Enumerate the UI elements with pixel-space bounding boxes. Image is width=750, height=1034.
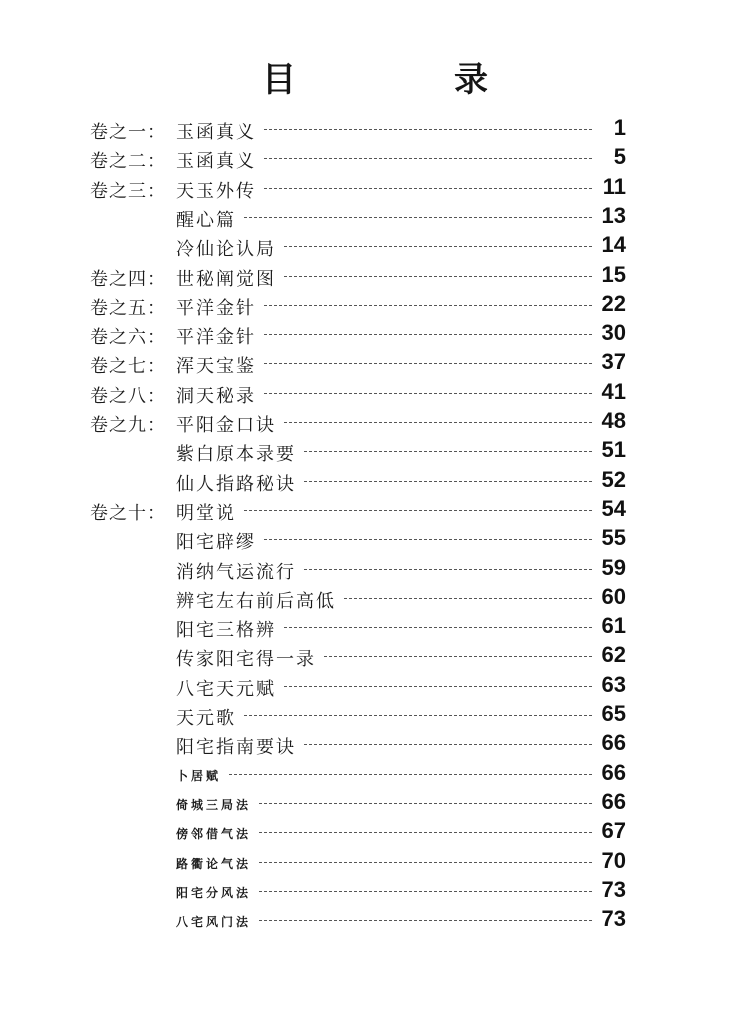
toc-leader-dots <box>259 862 592 863</box>
toc-page-number: 59 <box>601 555 626 580</box>
toc-volume-label: 卷之十： <box>90 503 166 524</box>
toc-entry-title: 醒心篇 <box>176 210 236 231</box>
toc-entry-title: 世秘阐觉图 <box>176 269 276 290</box>
toc-leader-dots <box>284 276 592 277</box>
toc-entry <box>0 878 750 907</box>
toc-page-number: 66 <box>601 730 626 755</box>
toc-entry-title: 仙人指路秘诀 <box>176 474 296 495</box>
toc-page-number: 51 <box>601 437 626 462</box>
toc-leader-dots <box>244 217 592 218</box>
toc-leader-dots <box>264 393 592 394</box>
toc-page-number: 13 <box>601 203 626 228</box>
toc-entry <box>0 556 750 585</box>
toc-entry <box>0 585 750 614</box>
toc-entry-title: 卜居赋 <box>176 769 222 783</box>
toc-leader-dots <box>264 539 592 540</box>
toc-leader-dots <box>264 188 592 189</box>
toc-entry <box>0 292 750 321</box>
toc-entry-title: 明堂说 <box>176 503 236 524</box>
toc-entry <box>0 526 750 555</box>
toc-entry <box>0 204 750 233</box>
toc-leader-dots <box>264 158 592 159</box>
toc-volume-label: 卷之九： <box>90 415 166 436</box>
toc-page-number: 30 <box>601 320 626 345</box>
toc-entry-title: 平洋金针 <box>176 298 256 319</box>
toc-entry-title: 倚城三局法 <box>176 798 252 812</box>
toc-leader-dots <box>259 891 592 892</box>
toc-entry-title: 天玉外传 <box>176 181 256 202</box>
toc-page-number: 22 <box>601 291 626 316</box>
toc-entry <box>0 175 750 204</box>
toc-page-number: 55 <box>601 525 626 550</box>
toc-entry-title: 傍邻借气法 <box>176 827 252 841</box>
toc-entry <box>0 497 750 526</box>
toc-leader-dots <box>304 569 592 570</box>
toc-page-number: 67 <box>601 818 626 843</box>
toc-volume-label: 卷之四： <box>90 269 166 290</box>
toc-entry <box>0 233 750 262</box>
toc-page-number: 62 <box>601 642 626 667</box>
toc-leader-dots <box>264 334 592 335</box>
toc-page-number: 54 <box>601 496 626 521</box>
toc-leader-dots <box>264 363 592 364</box>
toc-entry-title: 阳宅三格辨 <box>176 620 276 641</box>
toc-page-number: 5 <box>613 144 626 169</box>
toc-entry-title: 阳宅辟缪 <box>176 532 256 553</box>
toc-entry <box>0 819 750 848</box>
toc-page-number: 37 <box>601 349 626 374</box>
toc-entry-title: 浑天宝鉴 <box>176 356 256 377</box>
toc-entry-title: 辨宅左右前后高低 <box>176 591 336 612</box>
toc-entry <box>0 673 750 702</box>
toc-entry <box>0 438 750 467</box>
toc-volume-label: 卷之一： <box>90 122 166 143</box>
toc-leader-dots <box>284 246 592 247</box>
toc-leader-dots <box>259 920 592 921</box>
toc-leader-dots <box>259 803 592 804</box>
toc-entry <box>0 702 750 731</box>
toc-entry-title: 平洋金针 <box>176 327 256 348</box>
toc-leader-dots <box>244 715 592 716</box>
toc-leader-dots <box>304 481 592 482</box>
toc-leader-dots <box>284 686 592 687</box>
toc-leader-dots <box>244 510 592 511</box>
toc-page-number: 73 <box>601 877 626 902</box>
toc-leader-dots <box>284 422 592 423</box>
toc-page-number: 66 <box>601 760 626 785</box>
toc-page-number: 73 <box>601 906 626 931</box>
toc-leader-dots <box>304 744 592 745</box>
toc-entry <box>0 643 750 672</box>
toc-volume-label: 卷之二： <box>90 151 166 172</box>
toc-entry <box>0 409 750 438</box>
toc-page-number: 63 <box>601 672 626 697</box>
toc-leader-dots <box>324 656 592 657</box>
toc-page-number: 11 <box>602 174 626 199</box>
toc-page-number: 61 <box>601 613 626 638</box>
toc-page-number: 14 <box>601 232 626 257</box>
toc-leader-dots <box>264 129 592 130</box>
toc-entry-title: 消纳气运流行 <box>176 562 296 583</box>
toc-entry <box>0 614 750 643</box>
toc-entry-title: 路衢论气法 <box>176 857 252 871</box>
toc-entry <box>0 790 750 819</box>
toc-entry <box>0 731 750 760</box>
toc-entry-title: 八宅天元赋 <box>176 679 276 700</box>
toc-volume-label: 卷之八： <box>90 386 166 407</box>
toc-page-number: 15 <box>601 262 626 287</box>
toc-leader-dots <box>344 598 592 599</box>
toc-entry <box>0 321 750 350</box>
toc-entry-title: 阳宅指南要诀 <box>176 737 296 758</box>
toc-entry <box>0 145 750 174</box>
toc-entry <box>0 849 750 878</box>
toc-entry <box>0 116 750 145</box>
toc-page-number: 65 <box>601 701 626 726</box>
page-title: 目 录 <box>262 60 550 100</box>
toc-leader-dots <box>284 627 592 628</box>
toc-entry-title: 天元歌 <box>176 708 236 729</box>
toc-entry-title: 平阳金口诀 <box>176 415 276 436</box>
toc-entry-title: 玉函真义 <box>176 151 256 172</box>
toc-leader-dots <box>259 832 592 833</box>
toc-entry-title: 传家阳宅得一录 <box>176 649 316 670</box>
toc-entry-title: 八宅风门法 <box>176 915 252 929</box>
toc-entry <box>0 263 750 292</box>
toc-page-number: 52 <box>601 467 626 492</box>
toc-entry <box>0 350 750 379</box>
toc-leader-dots <box>304 451 592 452</box>
toc-volume-label: 卷之三： <box>90 181 166 202</box>
toc-entry <box>0 907 750 936</box>
toc-entry-title: 紫白原本录要 <box>176 444 296 465</box>
toc-entry-title: 冷仙论认局 <box>176 239 276 260</box>
toc-leader-dots <box>264 305 592 306</box>
toc-page-number: 41 <box>601 379 626 404</box>
toc-entry-title: 玉函真义 <box>176 122 256 143</box>
toc-page-number: 60 <box>601 584 626 609</box>
toc-entry <box>0 761 750 790</box>
toc-volume-label: 卷之六： <box>90 327 166 348</box>
toc-entry <box>0 380 750 409</box>
toc-leader-dots <box>229 774 592 775</box>
toc-page-number: 66 <box>601 789 626 814</box>
toc-volume-label: 卷之五： <box>90 298 166 319</box>
toc-volume-label: 卷之七： <box>90 356 166 377</box>
toc-entry-title: 阳宅分风法 <box>176 886 252 900</box>
toc-page-number: 1 <box>613 115 626 140</box>
toc-entry <box>0 468 750 497</box>
toc-page-number: 70 <box>601 848 626 873</box>
toc-entry-title: 洞天秘录 <box>176 386 256 407</box>
toc-page-number: 48 <box>601 408 626 433</box>
